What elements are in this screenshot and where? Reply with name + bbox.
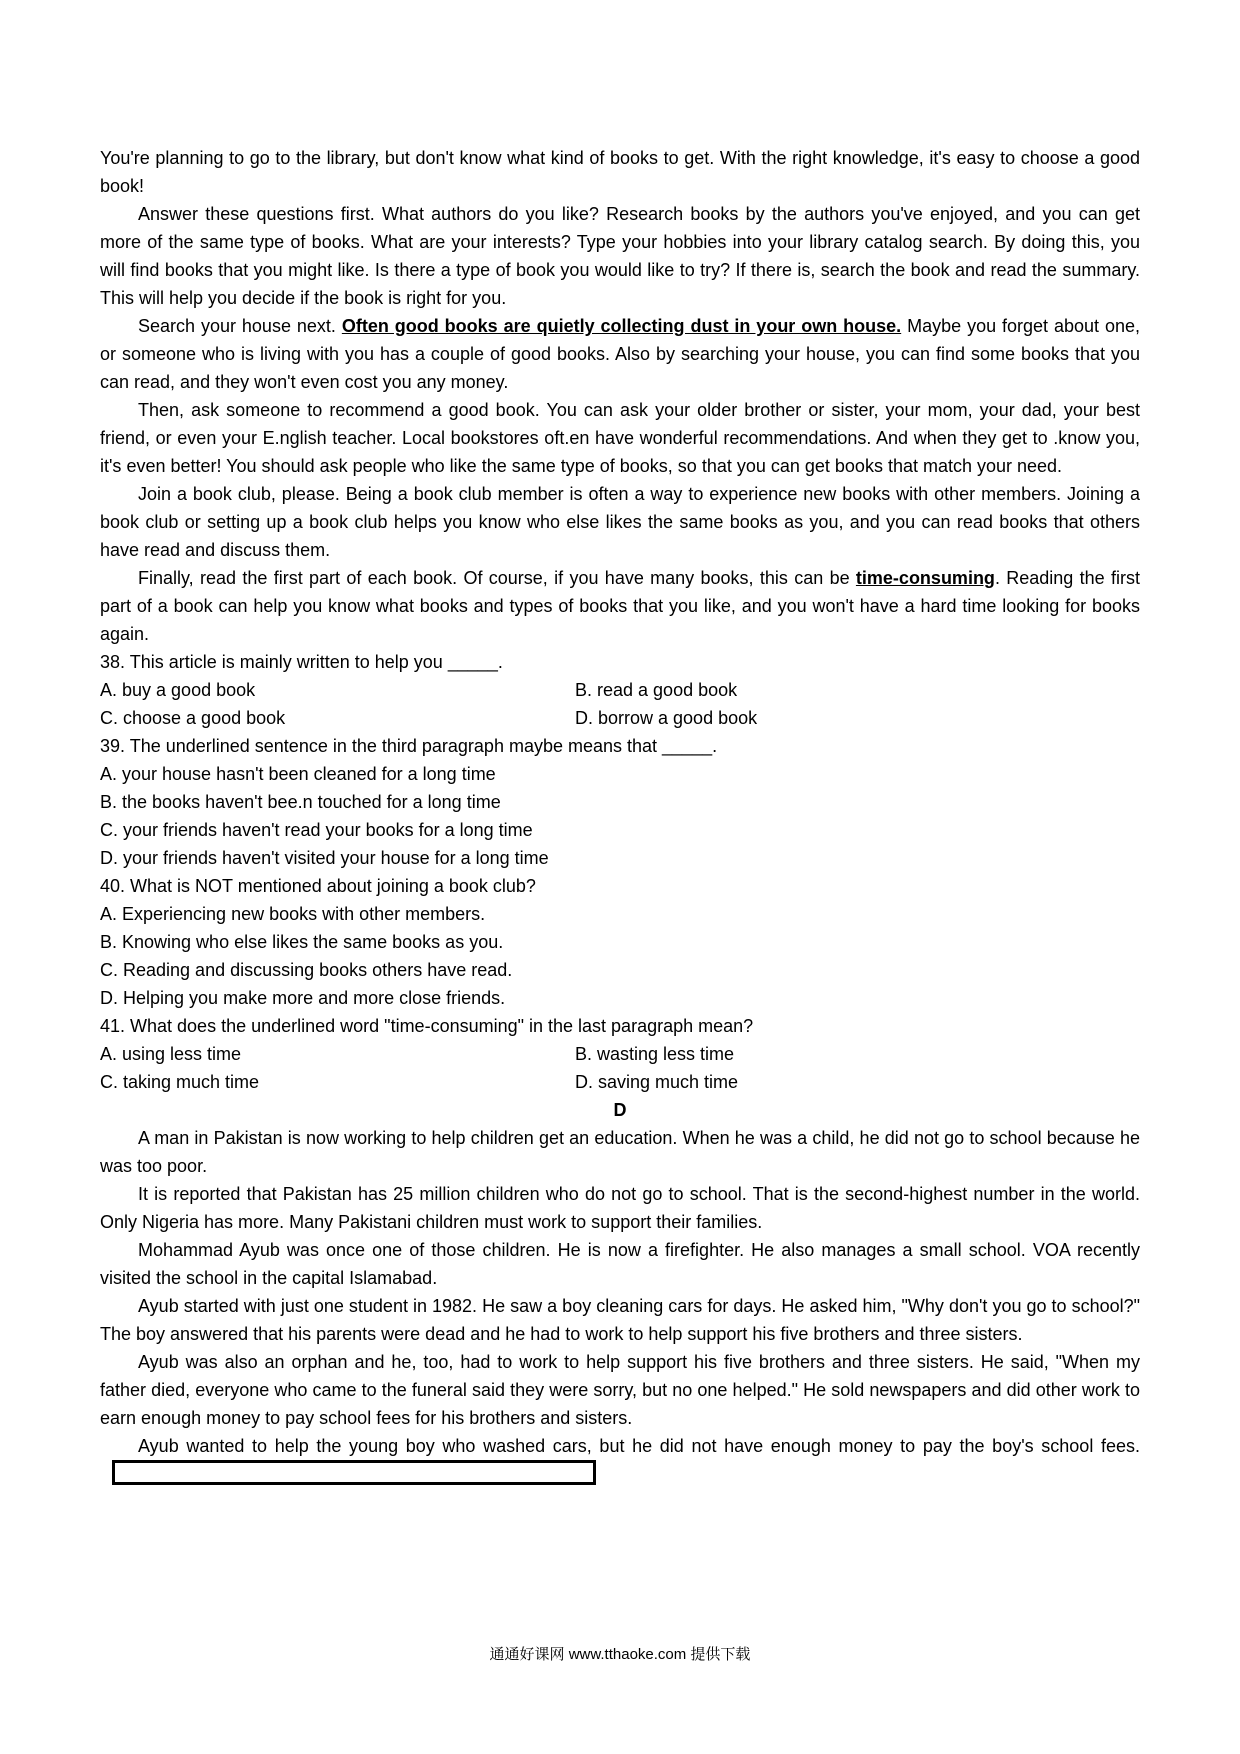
question-38-options-row-2	[100, 704, 1140, 732]
question-38-option-b: B. read a good book	[575, 680, 738, 700]
passage-c-paragraph-6	[100, 564, 1140, 648]
passage-c-p3-tail: Maybe you forget about one, or someone who is living with you has a couple of good books. Also by searching your house, you can find some books that you can read, and they won't even cost you any money.	[100, 316, 1140, 392]
question-40-option-b: B. Knowing who else likes the same books as you.	[100, 932, 504, 952]
passage-c-p6-tail: . Reading the first part of a book can help you know what books and types of books that you like, and you won't have a hard time looking for books again.	[100, 568, 1140, 644]
question-39-stem: 39. The underlined sentence in the third paragraph maybe means that _____.	[100, 736, 718, 756]
page-footer: 通通好课网 www.tthaoke.com 提供下载	[489, 1646, 751, 1663]
question-41-option-a: A. using less time	[100, 1044, 242, 1064]
answer-box	[112, 1460, 596, 1485]
question-38-option-d: D. borrow a good book	[575, 708, 758, 728]
question-40-option-c: C. Reading and discussing books others have read.	[100, 960, 513, 980]
question-38-stem: 38. This article is mainly written to help you _____.	[100, 652, 503, 672]
passage-d-p6-text: Ayub wanted to help the young boy who washed cars, but he did not have enough money to pay the boy's school fees.	[138, 1436, 1140, 1456]
passage-d-paragraph-4: Ayub started with just one student in 1982. He saw a boy cleaning cars for days. He asked him, "Why don't you go to school?" The boy answered that his parents were dead and he had to work to help support his five brothers and three sisters.	[100, 1296, 1140, 1344]
passage-c-p3-lead: Search your house next.	[138, 316, 342, 336]
passage-c-p6-lead: Finally, read the first part of each book. Of course, if you have many books, this can be	[138, 568, 856, 588]
passage-c-paragraph-2: Answer these questions first. What authors do you like? Research books by the authors you've enjoyed, and you can get more of the same type of books. What are your interests? Type your hobbies into your library catalog search. By doing this, you will find books that you might like. Is there a type of book you would like to try? If there is, search the book and read the summary. This will help you decide if the book is right for you.	[100, 204, 1140, 308]
question-39-option-b: B. the books haven't bee.n touched for a long time	[100, 792, 501, 812]
passage-c-paragraph-4: Then, ask someone to recommend a good book. You can ask your older brother or sister, your mom, your dad, your best friend, or even your E.nglish teacher. Local bookstores oft.en have wonderful recommendations. And when they get to .know you, it's even better! You should ask people who like the same type of books, so that you can get books that match your need.	[100, 400, 1140, 476]
question-38-option-c: C. choose a good book	[100, 708, 286, 728]
question-38-option-a: A. buy a good book	[100, 680, 256, 700]
question-39-option-c: C. your friends haven't read your books for a long time	[100, 820, 533, 840]
underlined-word-time-consuming: time-consuming	[855, 568, 995, 588]
question-41-options-row-1	[100, 1040, 1140, 1068]
question-38-options-row-1	[100, 676, 1140, 704]
question-41-option-b: B. wasting less time	[575, 1044, 735, 1064]
question-40-option-d: D. Helping you make more and more close friends.	[100, 988, 506, 1008]
passage-d-paragraph-6	[100, 1432, 1140, 1490]
passage-d-paragraph-5: Ayub was also an orphan and he, too, had to work to help support his five brothers and three sisters. He said, "When my father died, everyone who came to the funeral said they were sorry, but no one helped." He sold newspapers and did other work to earn enough money to pay school fees for his brothers and sisters.	[100, 1352, 1140, 1428]
passage-d-paragraph-1: A man in Pakistan is now working to help children get an education. When he was a child, he did not go to school because he was too poor.	[100, 1128, 1140, 1176]
passage-d-paragraph-3: Mohammad Ayub was once one of those children. He is now a firefighter. He also manages a small school. VOA recently visited the school in the capital Islamabad.	[100, 1240, 1140, 1288]
question-39-option-d: D. your friends haven't visited your house for a long time	[100, 848, 549, 868]
passage-d-paragraph-2: It is reported that Pakistan has 25 million children who do not go to school. That is the second-highest number in the world. Only Nigeria has more. Many Pakistani children must work to support their families.	[100, 1184, 1140, 1232]
question-41-option-d: D. saving much time	[575, 1072, 739, 1092]
question-40-option-a: A. Experiencing new books with other members.	[100, 904, 486, 924]
passage-c-paragraph-3	[100, 312, 1140, 396]
question-41-stem: 41. What does the underlined word "time-consuming" in the last paragraph mean?	[100, 1016, 754, 1036]
question-40-stem: 40. What is NOT mentioned about joining a book club?	[100, 876, 536, 896]
section-d-header: D	[613, 1100, 627, 1120]
question-41-options-row-2	[100, 1068, 1140, 1096]
underlined-sentence: Often good books are quietly collecting dust in your own house.	[341, 316, 902, 336]
passage-c-paragraph-5: Join a book club, please. Being a book club member is often a way to experience new books with other members. Joining a book club or setting up a book club helps you know who else likes the same books as you, and you can read books that others have read and discuss them.	[100, 484, 1140, 560]
document-content	[100, 144, 1140, 1490]
passage-c-paragraph-1: You're planning to go to the library, but don't know what kind of books to get. With the right knowledge, it's easy to choose a good book!	[100, 148, 1140, 196]
question-39-option-a: A. your house hasn't been cleaned for a long time	[100, 764, 496, 784]
question-41-option-c: C. taking much time	[100, 1072, 260, 1092]
